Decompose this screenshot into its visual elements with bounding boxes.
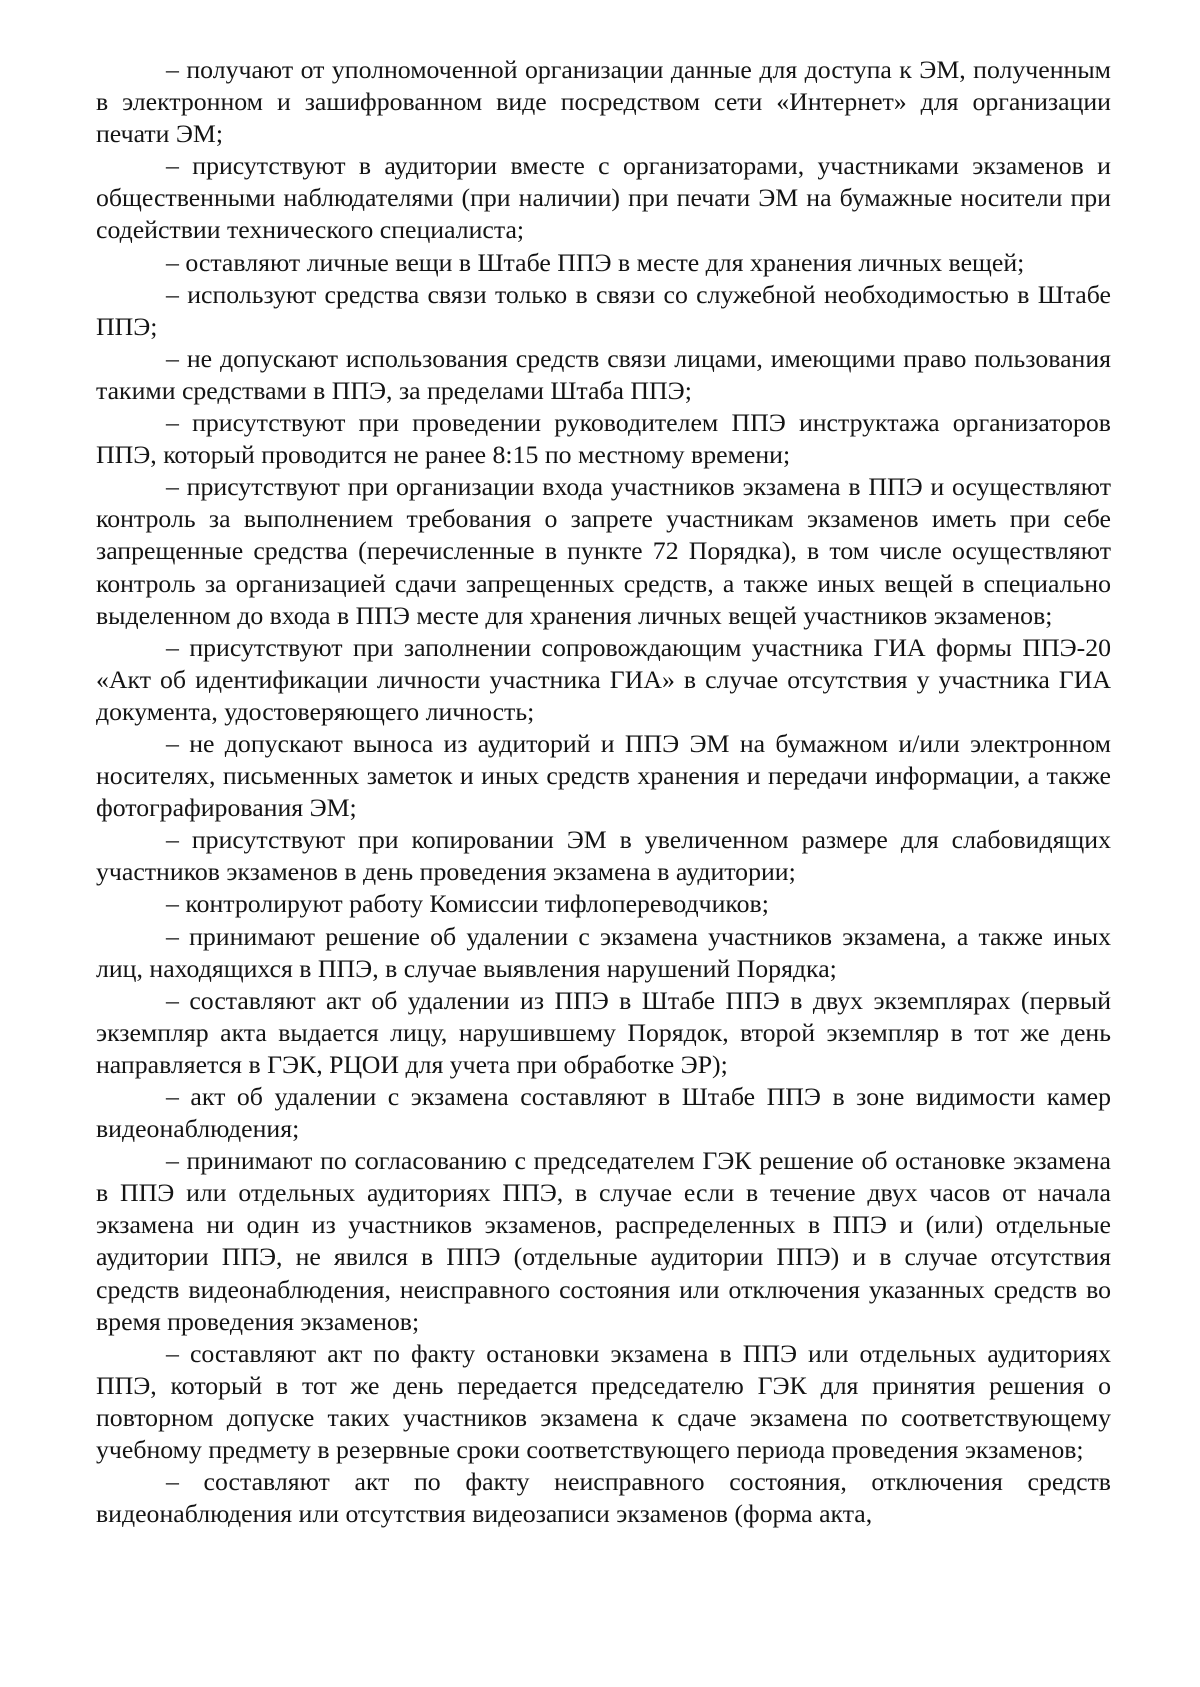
- paragraph-10: – присутствуют при копировании ЭМ в увеличенном размере для слабовидящих участников экзаменов в день проведения экзамена в аудитории;: [96, 825, 1111, 887]
- paragraph-6: – присутствуют при проведении руководителем ППЭ инструктажа организаторов ППЭ, который проводится не ранее 8:15 по местному времени;: [96, 408, 1111, 470]
- paragraph-14: – акт об удалении с экзамена составляют в Штабе ППЭ в зоне видимости камер видеонаблюдения;: [96, 1082, 1111, 1144]
- paragraph-2: – присутствуют в аудитории вместе с организаторами, участниками экзаменов и общественными наблюдателями (при наличии) при печати ЭМ на бумажные носители при содействии технического специалиста;: [96, 151, 1111, 245]
- paragraph-17: – составляют акт по факту неисправного состояния, отключения средств видеонаблюдения или отсутствия видеозаписи экзаменов (форма акта,: [96, 1467, 1111, 1529]
- document-page: [96, 54, 1111, 1530]
- paragraph-9: – не допускают выноса из аудиторий и ППЭ ЭМ на бумажном и/или электронном носителях, письменных заметок и иных средств хранения и передачи информации, а также фотографирования ЭМ;: [96, 728, 1111, 823]
- paragraph-13: – составляют акт об удалении из ППЭ в Штабе ППЭ в двух экземплярах (первый экземпляр акта выдается лицу, нарушившему Порядок, второй экземпляр в тот же день направляется в ГЭК, РЦОИ для учета при обработке ЭР);: [96, 985, 1111, 1079]
- paragraph-4: – используют средства связи только в связи со служебной необходимостью в Штабе ППЭ;: [96, 279, 1111, 341]
- paragraph-16: – составляют акт по факту остановки экзамена в ППЭ или отдельных аудиториях ППЭ, который в тот же день передается председателю ГЭК для принятия решения о повторном допуске таких участников экзамена к сдаче экзамена по соответствующему учебному предмету в резервные сроки соответствующего периода проведения экзаменов;: [96, 1338, 1111, 1465]
- paragraph-7: – присутствуют при организации входа участников экзамена в ППЭ и осуществляют контроль за выполнением требования о запрете участникам экзаменов иметь при себе запрещенные средства (перечисленные в пункте 72 Порядка), в том числе осуществляют контроль за организацией сдачи запрещенных средств, а также иных вещей в специально выделенном до входа в ППЭ месте для хранения личных вещей участников экзаменов;: [96, 472, 1111, 630]
- paragraph-3: – оставляют личные вещи в Штабе ППЭ в месте для хранения личных вещей;: [166, 247, 1025, 277]
- paragraph-15: – принимают по согласованию с председателем ГЭК решение об остановке экзамена в ППЭ или отдельных аудиториях ППЭ, в случае если в течение двух часов от начала экзамена ни один из участников экзаменов, распределенных в ППЭ и (или) отдельные аудитории ППЭ, не явился в ППЭ (отдельные аудитории ППЭ) и в случае отсутствия средств видеонаблюдения, неисправного состояния или отключения указанных средств во время проведения экзаменов;: [96, 1146, 1111, 1336]
- paragraph-8: – присутствуют при заполнении сопровождающим участника ГИА формы ППЭ-20 «Акт об идентификации личности участника ГИА» в случае отсутствия у участника ГИА документа, удостоверяющего личность;: [96, 632, 1111, 726]
- paragraph-1: – получают от уполномоченной организации данные для доступа к ЭМ, полученным в электронном и зашифрованном виде посредством сети «Интернет» для организации печати ЭМ;: [96, 55, 1111, 149]
- paragraph-11: – контролируют работу Комиссии тифлопереводчиков;: [166, 889, 769, 919]
- paragraph-12: – принимают решение об удалении с экзамена участников экзамена, а также иных лиц, находящихся в ППЭ, в случае выявления нарушений Порядка;: [96, 921, 1111, 983]
- paragraph-5: – не допускают использования средств связи лицами, имеющими право пользования такими средствами в ППЭ, за пределами Штаба ППЭ;: [96, 343, 1111, 405]
